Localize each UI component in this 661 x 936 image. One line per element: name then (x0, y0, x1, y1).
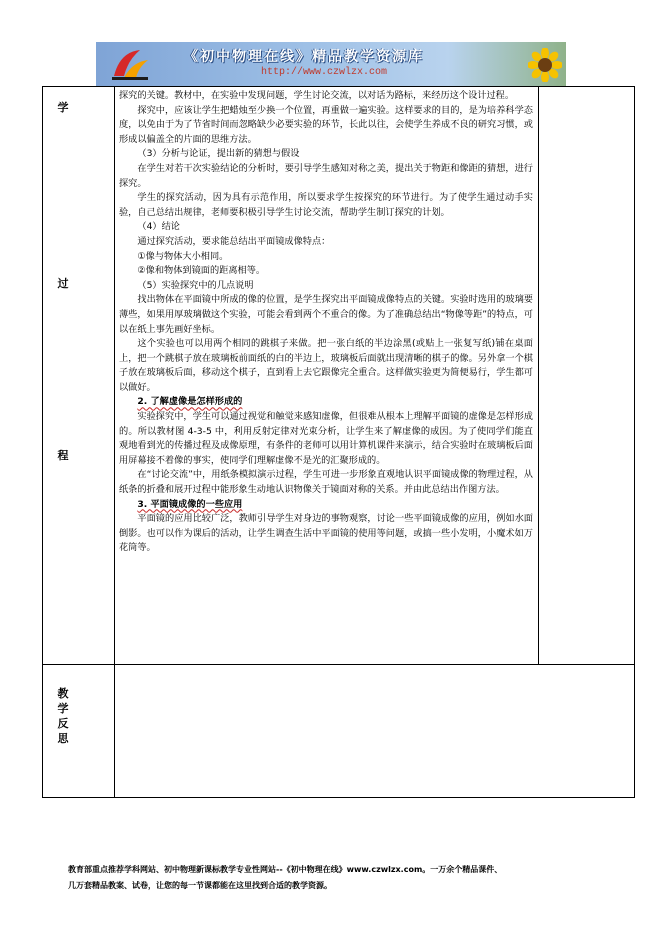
paragraph: 通过探究活动，要求能总结出平面镜成像特点： (137, 235, 331, 247)
table-border-right (634, 86, 635, 798)
section-subheading: （3）分析与论证，提出新的猜想与假设 (137, 148, 300, 160)
side-label-cheng: 程 (57, 449, 69, 462)
section-heading-text: 2. 了解虚像是怎样形成的 (137, 396, 243, 408)
paragraph: 在学生对若干次实验结论的分析时，要引导学生感知对称之美，提出关于物距和像距的猜想，进行探究。 (119, 162, 533, 189)
table-border-middle (42, 664, 635, 665)
paragraph: 学生的探究活动，因为具有示范作用，所以要求学生按探究的环节进行。为了使学生通过动手实验，自己总结出规律，老师要积极引导学生讨论交流，帮助学生制订探究的计划。 (119, 192, 533, 218)
header-banner (96, 42, 566, 86)
reflection-char: 思 (57, 732, 69, 745)
paragraph: 探究的关键。教材中，在实验中发现问题，学生讨论交流，以对话为路标，来经历这个设计过程。 (119, 90, 515, 101)
section-heading (119, 395, 533, 410)
reflection-char: 教 (57, 687, 69, 700)
table-border-top (42, 86, 635, 87)
page-footer (68, 862, 608, 894)
list-item: ①像与物体大小相同。 (137, 250, 229, 262)
list-item: ②像和物体到镜面的距离相等。 (137, 265, 266, 277)
paragraph: 探究中，应该让学生把蜡烛至少换一个位置，再重做一遍实验。这样要求的目的，是为培养科学态度，以免由于为了节省时间而忽略缺少必要实验的环节，长此以往，会使学生养成不良的研究习惯，或形成以偏盖全的片面的思维方法。 (119, 104, 533, 145)
paragraph: 这个实验也可以用两个相同的跳棋子来做。把一张白纸的半边涂黑(或贴上一张复写纸)铺在桌面上，把一个跳棋子放在玻璃板前面纸的白的半边上，玻璃板后面就出现清晰的棋子的像。另外拿一个棋子放在玻璃板后面，移动这个棋子，直到看上去它跟像完全重合。这样做实验更为简便易行，学生都可以做好。 (119, 338, 533, 393)
section-heading-text: 3. 平面镜成像的一些应用 (137, 498, 243, 510)
side-label-xue: 学 (57, 101, 69, 114)
section-heading (119, 498, 533, 513)
table-column-divider-2 (538, 86, 539, 664)
banner-url[interactable]: http://www.czwlzx.com (261, 67, 388, 78)
reflection-char: 反 (57, 717, 69, 730)
banner-title: 《初中物理在线》精品教学资源库 (184, 49, 424, 65)
footer-line: 几万套精品教案、试卷，让您的每一节课都能在这里找到合适的教学资源。 (68, 881, 332, 890)
paragraph: 找出物体在平面镜中所成的像的位置，是学生探究出平面镜成像特点的关键。实验时选用的玻璃要薄些，如果用厚玻璃做这个实验，可能会看到两个不重合的像。为了准确总结出“物像等距”的特点，可以在纸上事先画好坐标。 (119, 294, 533, 335)
reflection-char: 学 (57, 702, 69, 715)
section-subheading: （5）实验探究中的几点说明 (137, 279, 254, 291)
paragraph: 平面镜的应用比较广泛，教师引导学生对身边的事物观察，讨论一些平面镜成像的应用，例如水面倒影。也可以作为课后的活动，让学生调查生活中平面镜的使用等问题，或搞一些小发明，小魔术如万花筒等。 (119, 513, 533, 554)
paragraph: 在“讨论交流”中，用纸条模拟演示过程，学生可进一步形象直观地认识平面镜成像的物理过程，从纸条的折叠和展开过程中能形象生动地认识物像关于镜面对称的关系。并由此总结出作图方法。 (119, 469, 533, 496)
table-border-left (42, 86, 43, 798)
section-subheading: （4）结论 (137, 221, 180, 233)
table-border-bottom (42, 797, 635, 798)
side-label-guo: 过 (57, 277, 69, 290)
table-column-divider-1 (114, 86, 115, 798)
sunflower-icon (528, 48, 562, 82)
logo-icon (110, 46, 150, 82)
side-label-reflection (48, 686, 78, 746)
footer-line: 教育部重点推荐学科网站、初中物理新课标教学专业性网站--《初中物理在线》www.czwlzx.com。一万余个精品课件、 (68, 865, 503, 874)
paragraph: 实验探究中，学生可以通过视觉和触觉来感知虚像，但很难从根本上理解平面镜的虚像是怎样形成的。所以教材图 4-3-5 中，利用反射定律对光束分析，让学生来了解虚像的成因。为了使同学们能直观地看到光的传播过程及成像原理，有条件的老师可以用计算机课件来演示，结合实验时在玻璃板后面用屏幕接不着像的事实，使同学们理解虚像不是光的汇聚形成的。 (119, 411, 533, 466)
lesson-process-content (119, 89, 533, 556)
